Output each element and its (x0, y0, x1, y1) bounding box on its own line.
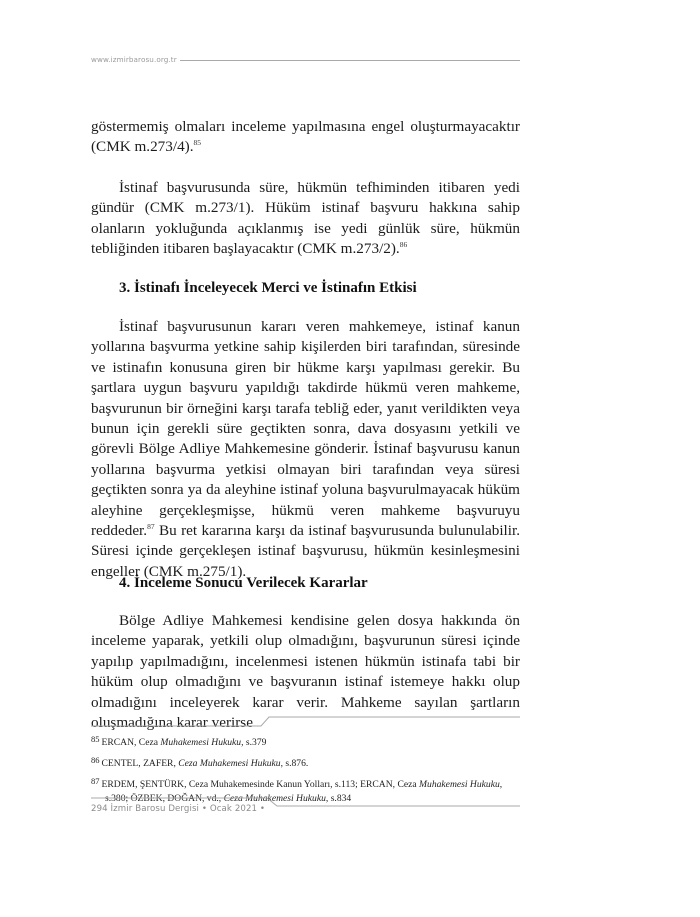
paragraph-text: İstinaf başvurusunda süre, hükmün tefhiminden itibaren yedi gündür (CMK m.273/1). Hüküm istinaf başvuru hakkına sahip olanların yokluğunda açıklanmış ise yedi günlük süre, hükmün tebliğinden itibaren başlayacaktır (CMK m.273/2). (91, 179, 520, 258)
footnote-title: Ceza Muhakemesi Hukuku (178, 758, 281, 770)
paragraph-text: Bölge Adliye Mahkemesi kendisine gelen dosya hakkında ön inceleme yaparak, yetkili olup olmadığını, başvurunun süresi içinde yapılıp yapılmadığını, incelenmesi istenen hükmün istinafa tabi bir hüküm olup olmadığını ve başvuranın istinaf istemeye hakkı olup olmadığını inceleyerek karar verir. Mahkeme sayılan şartların oluşmadığına karar verirse (91, 612, 520, 732)
paragraph-text: Bu ret kararına karşı da istinaf başvurusunda bulunulabilir. Süresi içinde gerçekleşen istinaf başvurusu, hükmün kesinleşmesini engeller (CMK m.275/1). (91, 522, 520, 580)
header-url: www.izmirbarosu.org.tr (91, 55, 177, 64)
footnote-86 (91, 754, 520, 771)
section-heading-3: 3. İstinafı İnceleyecek Merci ve İstinafın Etkisi (119, 280, 417, 296)
footnote-title: Muhakemesi Hukuku (160, 737, 242, 748)
paragraph-continuation (91, 117, 520, 158)
footnote-separator (91, 714, 520, 728)
paragraph-section-3 (91, 317, 520, 582)
footnote-text: , s.834 (325, 793, 352, 805)
footnote-text: ERCAN, Ceza (101, 737, 161, 748)
footnote-text: , (499, 779, 503, 791)
paragraph-appeal-period (91, 178, 520, 260)
running-header (91, 54, 520, 68)
footnote-number: 85 (91, 734, 100, 744)
footnote-text: , s.379 (241, 737, 267, 748)
footnote-ref-86[interactable]: 86 (399, 240, 408, 250)
footnote-title: Muhakemesi Hukuku (419, 779, 500, 791)
header-rule (180, 60, 520, 61)
footnote-ref-85[interactable]: 85 (193, 138, 202, 148)
footnote-text: CENTEL, ZAFER, (101, 758, 179, 770)
footnote-text: ERDEM, ŞENTÜRK, Ceza Muhakemesinde Kanun Yolları, s.113; ERCAN, Ceza (101, 779, 420, 791)
paragraph-text: göstermemiş olmaları inceleme yapılmasına engel oluşturmayacaktır (CMK m.273/4). (91, 118, 520, 156)
section-heading-4: 4. İnceleme Sonucu Verilecek Kararlar (119, 575, 368, 591)
footnote-number: 86 (91, 755, 100, 766)
running-footer: 294 İzmir Barosu Dergisi • Ocak 2021 • (91, 804, 266, 814)
paragraph-text: İstinaf başvurusunun kararı veren mahkemeye, istinaf kanun yollarına başvurma yetkine sahip kişilerden biri tarafından, süresinde ve istinafın konusuna giren bir hükme karşı yapılması gerekir. Bu şartlara uygun başvuru yapıldığı takdirde hükmü veren mahkeme, başvurunun bir örneğini karşı tarafa tebliğ eder, yanıt verildikten veya bunun için gerekli süre geçtikten sonra, dava dosyasını yetkili ve görevli Bölge Adliye Mahkemesine gönderir. İstinaf başvurusu kanun yollarına başvurma yetkisi olmayan biri tarafından veya süresi geçtikten sonra ya da aleyhine istinaf yoluna başvurulmayacak hüküm aleyhine gerçekleşmişse, hükmü veren mahkeme başvuruyu reddeder. (91, 318, 520, 540)
footnote-85 (91, 733, 520, 750)
footnote-title: Ceza Muhakemesi Hukuku (223, 793, 326, 805)
footnote-number: 87 (91, 776, 100, 787)
footnote-text: , s.876. (280, 758, 309, 770)
footnote-ref-87[interactable]: 87 (147, 522, 155, 532)
footnote-text: s.380; ÖZBEK, DOĞAN, vd., (105, 793, 224, 805)
